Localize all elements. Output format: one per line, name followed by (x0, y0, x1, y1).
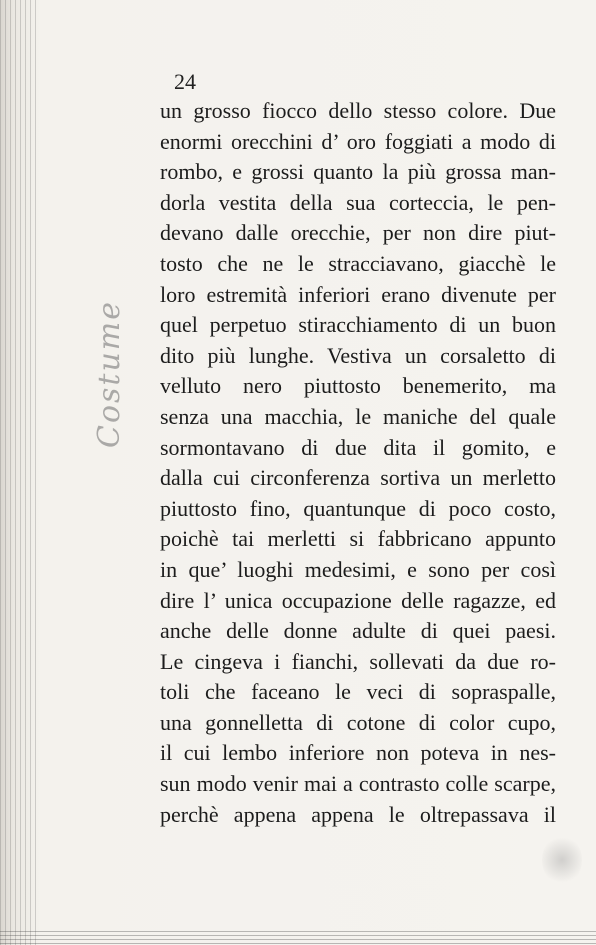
text-line: un grosso fiocco dello stesso colore. Due (160, 98, 556, 123)
text-line: dalla cui circonferenza sortiva un merletto (160, 465, 556, 491)
text-line: dire l’ unica occupazione delle ragazze, ed (160, 587, 556, 613)
margin-pencil-note: Costume (92, 300, 127, 448)
page-number: 24 (174, 69, 196, 94)
text-line: perchè appena appena le oltrepassava il (160, 801, 556, 827)
ink-smudge (542, 835, 582, 885)
text-line: sun modo venir mai a contrasto colle scarpe, (160, 771, 556, 797)
text-line: senza una macchia, le maniche del quale (160, 403, 556, 429)
text-line: una gonnelletta di cotone di color cupo, (160, 709, 556, 735)
text-line: enormi orecchini d’ oro foggiati a modo di (160, 128, 556, 154)
text-line: toli che faceano le veci di sopraspalle, (160, 679, 556, 705)
body-text (160, 96, 556, 830)
text-line: il cui lembo inferiore non poteva in nes- (160, 740, 556, 766)
text-line: dorla vestita della sua corteccia, le pen- (160, 189, 556, 215)
text-line: in que’ luoghi medesimi, e sono per così (160, 556, 556, 582)
text-line: quel perpetuo stiracchiamento di un buon (160, 312, 556, 338)
text-line: piuttosto fino, quantunque di poco costo, (160, 495, 556, 521)
text-line: poichè tai merletti si fabbricano appunto (160, 526, 556, 552)
text-line: velluto nero piuttosto benemerito, ma (160, 373, 556, 399)
text-line: anche delle donne adulte di quei paesi. (160, 618, 556, 644)
text-line: Le cingeva i fianchi, sollevati da due ro- (160, 648, 556, 674)
text-line: loro estremità inferiori erano divenute per (160, 281, 556, 307)
page-bottom-edge (0, 931, 596, 945)
text-line: dito più lunghe. Vestiva un corsaletto di (160, 342, 556, 368)
text-line: rombo, e grossi quanto la più grossa man- (160, 159, 556, 185)
text-line: tosto che ne le stracciavano, giacchè le (160, 250, 556, 276)
text-line: sormontavano di due dita il gomito, e (160, 434, 556, 460)
page-edge-stack (0, 0, 40, 945)
text-line: devano dalle orecchie, per non dire piut- (160, 220, 556, 246)
